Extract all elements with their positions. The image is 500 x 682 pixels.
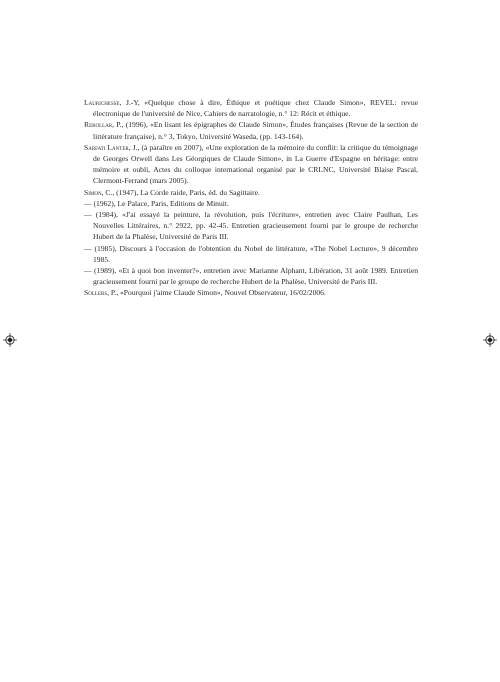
bibliography-entry: [84, 287, 418, 298]
bibliography-entry: [84, 243, 418, 265]
entry-text: — (1984), «J'ai essayé la peinture, la révolution, puis l'écriture», entretien avec Claire Paulhan, Les Nouvelles Littéraires, n.° 2922, pp. 42-45. Entretien gracieusement fourni par le groupe de recherche Hubert de la Phalèse, Université de Paris III.: [84, 210, 418, 242]
entry-author: Sollers: [84, 288, 108, 298]
bibliography-entry: [84, 265, 418, 287]
entry-text: , J.-Y, «Quelque chose à dire, Éthique et poétique chez Claude Simon», REVEL: revue électronique de l'université de Nice, Cahiers de narratologie, n.° 12: Récit et éthique.: [93, 98, 418, 119]
entry-text: — (1962), Le Palace, Paris, Editions de Minuit.: [84, 198, 229, 208]
bibliography-entry: [84, 119, 418, 141]
left-registration-mark-icon: [3, 333, 17, 347]
entry-author: Sarfati Lanter: [84, 142, 129, 152]
right-registration-mark-icon: [483, 333, 497, 347]
entry-author: Laurichesse: [84, 98, 120, 107]
bibliography-entry: [84, 209, 418, 243]
bibliography-entry: [84, 187, 418, 198]
entry-text: — (1985), Discours à l'occasion de l'obtention du Nobel de littérature, «The Nobel Lecture», 9 décembre 1985.: [84, 243, 418, 264]
entry-text: , P., (1996), «En lisant les épigraphes de Claude Simon», Études françaises (Revue de la section de littérature française), n.° 3, Tokyo, Université Waseda, (pp. 143-164).: [93, 120, 418, 141]
bibliography-entry: [84, 198, 418, 209]
entry-text: , J., (à paraître en 2007), «Une exploration de la mémoire du conflit: la critique du témoignage de Georges Orwell dans Les Géorgiques de Claude Simon», in La Guerre d'Espagne en héritage: entre mémoire et oubli, Actes du colloque international organisé par le CRLNC, Université Blaise Pascal, Clermont-Ferrand (mars 2005).: [93, 142, 418, 186]
entry-author: Simon: [84, 187, 102, 197]
entry-text: , P., «Pourquoi j'aime Claude Simon», Nouvel Observateur, 16/02/2006.: [107, 288, 326, 298]
bibliography-list: [84, 97, 418, 299]
bibliography-entry: [84, 142, 418, 187]
bibliography-entry: [84, 97, 418, 119]
entry-author: Rebollar: [84, 120, 113, 130]
entry-text: — (1989), «Et à quoi bon inventer?», entretien avec Marianne Alphant, Libération, 31 août 1989. Entretien gracieusement fourni par le groupe de recherche Hubert de la Phalèse, Université de Paris III.: [84, 266, 418, 287]
entry-text: , C., (1947), La Corde raide, Paris, éd. du Sagittaire.: [101, 187, 260, 197]
